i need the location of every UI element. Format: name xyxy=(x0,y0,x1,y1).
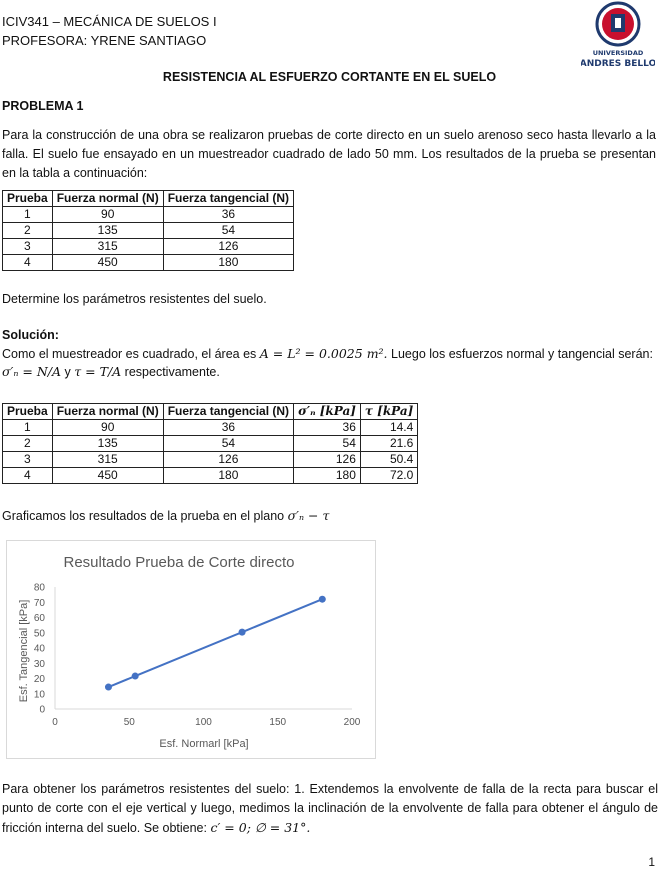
table-row xyxy=(3,436,418,452)
solution-text: y xyxy=(64,365,71,379)
table-cell: 36 xyxy=(163,207,293,223)
x-tick-label: 0 xyxy=(52,717,58,728)
x-tick-label: 150 xyxy=(269,717,287,728)
tau-equation: τ = T/A xyxy=(74,364,122,379)
x-tick-label: 100 xyxy=(195,717,212,728)
table-cell: 54 xyxy=(163,436,293,452)
table-cell: 54 xyxy=(294,436,361,452)
table-cell: 90 xyxy=(52,207,163,223)
problem-heading: PROBLEMA 1 xyxy=(2,99,84,113)
y-tick-label: 60 xyxy=(33,613,45,624)
table-row xyxy=(3,255,294,271)
table-header-cell: Fuerza normal (N) xyxy=(52,404,163,420)
table-cell: 72.0 xyxy=(360,468,417,484)
x-tick-label: 50 xyxy=(123,717,135,728)
chart-intro-text: Graficamos los resultados de la prueba en el plano xyxy=(2,509,285,523)
data-point xyxy=(239,629,246,636)
task-statement: Determine los parámetros resistentes del suelo. xyxy=(2,292,267,306)
solution-text: Luego los esfuerzos normal y tangencial serán: xyxy=(391,347,653,361)
table-cell: 450 xyxy=(52,468,163,484)
area-equation: A = L² = 0.0025 m². xyxy=(259,346,388,361)
professor-name: PROFESORA: YRENE SANTIAGO xyxy=(2,33,207,48)
page-number: 1 xyxy=(648,855,655,869)
solution-line-2 xyxy=(2,364,220,379)
y-tick-label: 30 xyxy=(33,658,45,670)
y-tick-label: 40 xyxy=(33,643,45,655)
table-cell: 135 xyxy=(52,436,163,452)
y-tick-label: 80 xyxy=(33,582,45,594)
table-header-row xyxy=(3,191,294,207)
table-header-cell: σ′ₙ [kPa] xyxy=(294,404,361,420)
result-equation: c′ = 0; ∅ = 31°. xyxy=(210,820,311,835)
table-cell: 180 xyxy=(163,468,293,484)
table-cell: 4 xyxy=(3,255,53,271)
table-cell: 4 xyxy=(3,468,53,484)
series-line xyxy=(108,599,322,687)
table-cell: 54 xyxy=(163,223,293,239)
chart-y-label: Esf. Tangencial [kPa] xyxy=(18,599,30,703)
plane-equation: σ′ₙ − τ xyxy=(287,508,330,523)
table-cell: 2 xyxy=(3,223,53,239)
table-cell: 126 xyxy=(163,239,293,255)
data-point xyxy=(132,673,139,680)
table-cell: 14.4 xyxy=(360,420,417,436)
logo-line1: UNIVERSIDAD xyxy=(592,49,644,57)
table-row xyxy=(3,239,294,255)
chart-intro xyxy=(2,508,329,523)
y-tick-label: 20 xyxy=(33,674,45,685)
table-row xyxy=(3,223,294,239)
table-cell: 36 xyxy=(163,420,293,436)
table-header-cell: Fuerza normal (N) xyxy=(52,191,163,207)
table-header-row xyxy=(3,404,418,420)
table-row xyxy=(3,468,418,484)
table-cell: 180 xyxy=(163,255,293,271)
y-tick-label: 10 xyxy=(33,689,45,701)
table-cell: 315 xyxy=(52,452,163,468)
table-header-cell: Prueba xyxy=(3,404,53,420)
document-header xyxy=(2,12,217,50)
table-cell: 2 xyxy=(3,436,53,452)
sigma-equation: σ′ₙ = N/A xyxy=(2,364,62,379)
table-cell: 50.4 xyxy=(360,452,417,468)
table-header-cell: Fuerza tangencial (N) xyxy=(163,191,293,207)
solution-text: Como el muestreador es cuadrado, el área es xyxy=(2,347,257,361)
solution-line-1 xyxy=(2,346,653,361)
data-point xyxy=(105,684,112,691)
forces-table xyxy=(2,190,294,271)
table-cell: 1 xyxy=(3,420,53,436)
x-tick-label: 200 xyxy=(343,717,361,728)
university-logo xyxy=(581,0,655,70)
stress-chart xyxy=(6,540,376,759)
solution-text: respectivamente. xyxy=(124,365,220,379)
table-cell: 36 xyxy=(294,420,361,436)
table-cell: 3 xyxy=(3,239,53,255)
table-row xyxy=(3,452,418,468)
table-cell: 3 xyxy=(3,452,53,468)
y-tick-label: 50 xyxy=(33,628,45,640)
table-cell: 315 xyxy=(52,239,163,255)
table-header-cell: Prueba xyxy=(3,191,53,207)
table-cell: 135 xyxy=(52,223,163,239)
table-cell: 126 xyxy=(294,452,361,468)
table-header-cell: τ [kPa] xyxy=(360,404,417,420)
table-cell: 450 xyxy=(52,255,163,271)
table-header-cell: Fuerza tangencial (N) xyxy=(163,404,293,420)
document-title: RESISTENCIA AL ESFUERZO CORTANTE EN EL SUELO xyxy=(162,70,497,84)
data-point xyxy=(319,596,326,603)
chart-title: Resultado Prueba de Corte directo xyxy=(63,554,295,571)
conclusion-paragraph xyxy=(2,780,658,838)
chart-x-label: Esf. Normarl [kPa] xyxy=(159,738,249,750)
y-tick-label: 70 xyxy=(33,597,45,609)
chart-canvas xyxy=(7,541,375,758)
table-cell: 90 xyxy=(52,420,163,436)
conclusion-text: Para obtener los parámetros resistentes del suelo: 1. Extendemos la envolvente de falla de la recta para buscar el punto de corte con el eje vertical y luego, medimos la inclinación de la envolvente de falla para obtener el ángulo de fricción interna del suelo. Se obtiene: xyxy=(2,782,658,835)
solution-heading: Solución: xyxy=(2,328,59,342)
logo-line2: ANDRES BELLO xyxy=(581,59,655,69)
stress-table xyxy=(2,403,418,484)
intro-paragraph: Para la construcción de una obra se realizaron pruebas de corte directo en un suelo arenoso seco hasta llevarlo a la falla. El suelo fue ensayado en un muestreador cuadrado de lado 50 mm. Los resultados de la prueba se presentan en la tabla a continuación: xyxy=(2,128,656,180)
course-title: ICIV341 – MECÁNICA DE SUELOS I xyxy=(2,14,217,29)
table-cell: 21.6 xyxy=(360,436,417,452)
table-cell: 126 xyxy=(163,452,293,468)
y-tick-label: 0 xyxy=(39,704,45,716)
table-row xyxy=(3,207,294,223)
table-cell: 1 xyxy=(3,207,53,223)
table-cell: 180 xyxy=(294,468,361,484)
table-row xyxy=(3,420,418,436)
